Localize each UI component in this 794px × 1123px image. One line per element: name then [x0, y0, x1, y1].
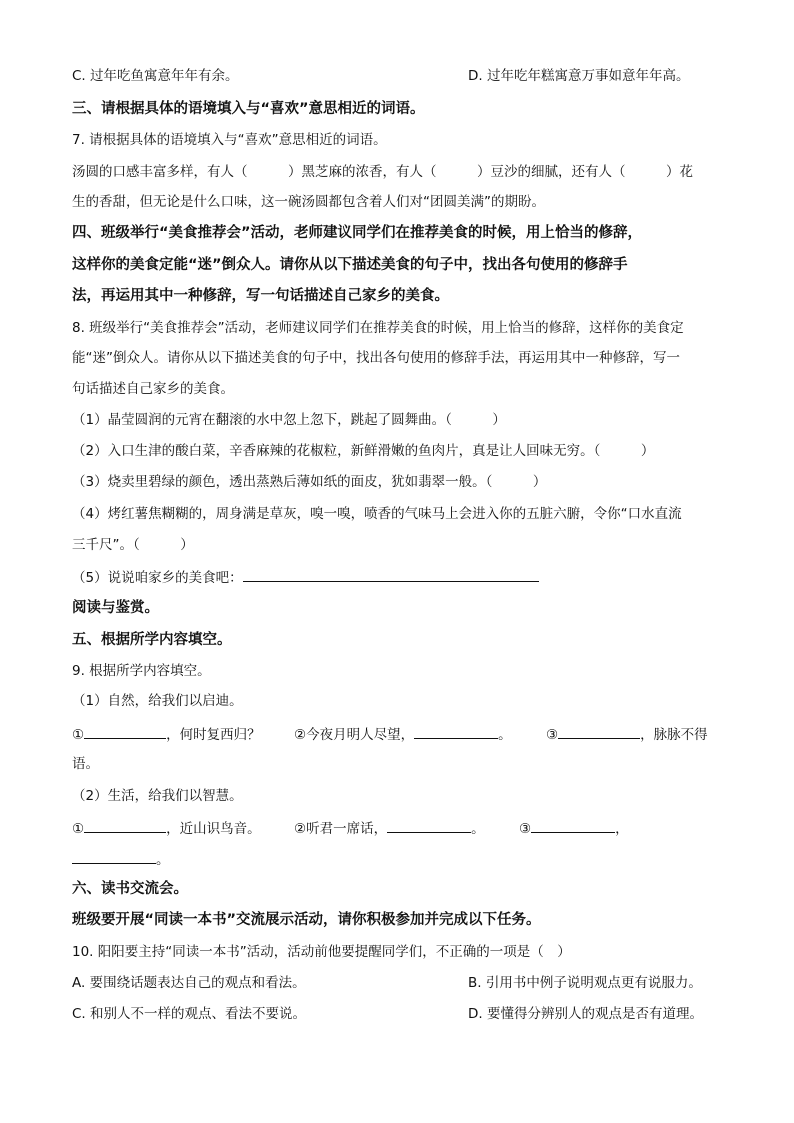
q10-option-d[interactable]: D. 要懂得分辨别人的观点是否有道理。	[468, 1006, 703, 1022]
q8-sentence-4-line-1: （4）烤红薯焦糊糊的，周身满是草灰，嗅一嗅，喷香的气味马上会进入你的五脏六腑，令你“口水直流	[72, 506, 682, 522]
q9-2-item-c	[519, 818, 629, 838]
answer-blank[interactable]	[72, 849, 156, 864]
section-5-title: 五、根据所学内容填空。	[72, 632, 232, 648]
answer-blank[interactable]	[387, 818, 471, 833]
q8-sentence-1: （1）晶莹圆润的元宵在翻滚的水中忽上忽下，跳起了圆舞曲。（ ）	[72, 412, 506, 428]
section-3-title: 三、请根据具体的语境填入与“喜欢”意思相近的词语。	[72, 101, 425, 117]
option-row	[72, 67, 690, 85]
q9-1-item-a	[72, 724, 261, 744]
q9-2-item-a	[72, 818, 261, 838]
question-9: 9. 根据所学内容填空。	[72, 663, 211, 679]
option-row	[72, 974, 702, 992]
q10-option-b[interactable]: B. 引用书中例子说明观点更有说服力。	[468, 975, 702, 991]
q9-part-1: （1）自然，给我们以启迪。	[72, 693, 243, 709]
q10-option-a[interactable]: A. 要围绕话题表达自己的观点和看法。	[72, 975, 306, 991]
q6-option-c[interactable]: C. 过年吃鱼寓意年年有余。	[72, 68, 239, 84]
item-text: 。	[156, 852, 170, 868]
item-text: ，何时复西归？	[166, 727, 261, 743]
question-8-line-2: 能“迷”倒众人。请你从以下描述美食的句子中，找出各句使用的修辞手法，再运用其中一种修辞，写一	[72, 350, 680, 366]
item-text: ，近山识鸟音。	[166, 821, 261, 837]
item-number: ③	[519, 821, 532, 837]
answer-blank[interactable]	[243, 567, 539, 582]
q9-2-item-b	[294, 818, 485, 838]
item-text: ，	[615, 821, 629, 837]
q6-option-d[interactable]: D. 过年吃年糕寓意万事如意年年高。	[468, 68, 690, 84]
question-8-line-1: 8. 班级举行“美食推荐会”活动，老师建议同学们在推荐美食的时候，用上恰当的修辞，这样你的美食定	[72, 320, 684, 336]
section-4-title-line-2: 这样你的美食定能“迷”倒众人。请你从以下描述美食的句子中，找出各句使用的修辞手	[72, 257, 628, 273]
q8-sentence-2: （2）入口生津的酸白菜，辛香麻辣的花椒粒，新鲜滑嫩的鱼肉片，真是让人回味无穷。（ ）	[72, 443, 655, 459]
q7-passage-line-2: 生的香甜，但无论是什么口味，这一碗汤圆都包含着人们对“团圆美满”的期盼。	[72, 194, 545, 210]
q9-1-item-c	[546, 724, 708, 744]
q9-2-item-c-continued	[72, 849, 170, 869]
answer-blank[interactable]	[84, 818, 166, 833]
reading-section-title: 阅读与鉴赏。	[72, 600, 159, 616]
question-7: 7. 请根据具体的语境填入与“喜欢”意思相近的词语。	[72, 132, 387, 148]
section-4-title-line-3: 法，再运用其中一种修辞，写一句话描述自己家乡的美食。	[72, 288, 449, 304]
answer-blank[interactable]	[531, 818, 615, 833]
q8-item-5	[72, 567, 539, 587]
answer-blank[interactable]	[84, 724, 166, 739]
item-number: ③	[546, 727, 559, 743]
question-10: 10. 阳阳要主持“同读一本书”活动，活动前他要提醒同学们，不正确的一项是（ ）	[72, 944, 571, 960]
section-6-subtitle: 班级要开展“同读一本书”交流展示活动，请你积极参加并完成以下任务。	[72, 912, 541, 928]
q8-item-5-prompt: （5）说说咱家乡的美食吧：	[72, 570, 243, 586]
item-text: 。	[471, 821, 485, 837]
item-text: 。	[498, 727, 512, 743]
question-8-line-3: 句话描述自己家乡的美食。	[72, 381, 234, 397]
option-row	[72, 1005, 703, 1023]
q9-part-2: （2）生活，给我们以智慧。	[72, 788, 243, 804]
q8-sentence-3: （3）烧卖里碧绿的颜色，透出蒸熟后薄如纸的面皮，犹如翡翠一般。（ ）	[72, 474, 547, 490]
answer-blank[interactable]	[558, 724, 640, 739]
section-6-title: 六、读书交流会。	[72, 881, 188, 897]
item-number: ①	[72, 727, 85, 743]
q9-1-item-c-continued: 语。	[72, 756, 99, 772]
item-text: ②今夜月明人尽望，	[294, 727, 415, 743]
item-number: ①	[72, 821, 85, 837]
q9-1-item-b	[294, 724, 512, 744]
q7-passage-line-1: 汤圆的口感丰富多样，有人（ ）黑芝麻的浓香，有人（ ）豆沙的细腻，还有人（ ）花	[72, 164, 693, 180]
q8-sentence-4-line-2: 三千尺”。（ ）	[72, 537, 194, 553]
q10-option-c[interactable]: C. 和别人不一样的观点、看法不要说。	[72, 1006, 307, 1022]
item-text: ②听君一席话，	[294, 821, 388, 837]
answer-blank[interactable]	[414, 724, 498, 739]
item-text: ，脉脉不得	[640, 727, 708, 743]
section-4-title-line-1: 四、班级举行“美食推荐会”活动，老师建议同学们在推荐美食的时候，用上恰当的修辞，	[72, 225, 643, 241]
